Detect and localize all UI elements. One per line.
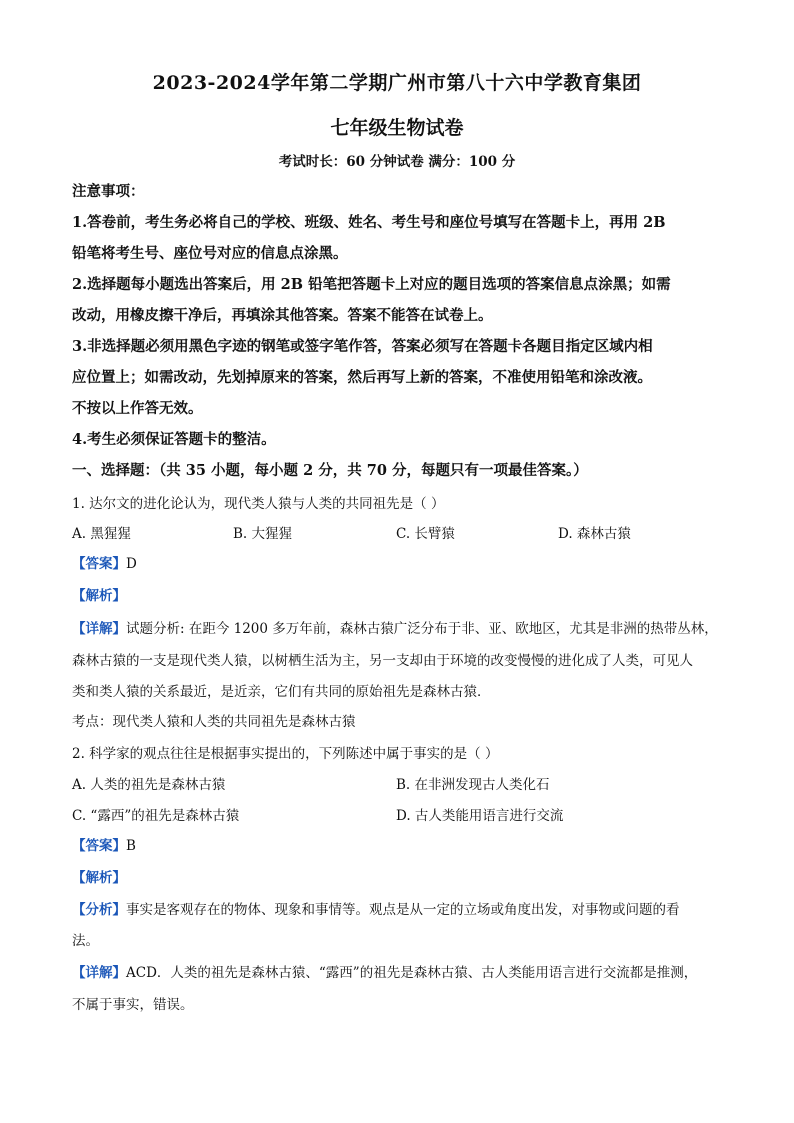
question-1-option-b: B. 大猩猩 [233,526,293,542]
exam-info: 考试时长：60 分钟试卷 满分：100 分 [278,154,516,170]
question-1-answer [72,553,732,575]
question-1-detail-line: 类和类人猿的关系最近，是近亲，它们有共同的原始祖先是森林古猿． [72,684,491,700]
notes-line: 铅笔将考生号、座位号对应的信息点涂黑。 [72,245,348,262]
question-1-option-d: D. 森林古猿 [558,526,631,542]
answer-value: D [126,556,137,572]
detail-text: 试题分析: 在距今 1200 多万年前，森林古猿广泛分布于非、亚、欧地区，尤其是非洲的热带丛林， [126,621,718,637]
notes-line: 改动，用橡皮擦干净后，再填涂其他答案。答案不能答在试卷上。 [72,307,493,324]
question-2-answer [72,835,732,857]
question-2-fenxi-line [72,899,732,921]
answer-value: B [126,838,136,854]
question-2-detail-line [72,962,732,984]
exam-title-line2: 七年级生物试卷 [330,117,464,139]
analysis-tag: 【解析】 [72,870,126,886]
notes-line: 4.考生必须保证答题卡的整洁。 [72,431,276,448]
analysis-tag: 【解析】 [72,588,126,604]
question-1-detail-line: 森林古猿的一支是现代类人猿，以树栖生活为主，另一支却由于环境的改变慢慢的进化成了人类，可见人 [72,653,693,669]
question-2-option-c: C. “露西”的祖先是森林古猿 [72,808,240,824]
fenxi-text: 事实是客观存在的物体、现象和事情等。观点是从一定的立场或角度出发，对事物或问题的看 [126,902,680,918]
notes-line: 2.选择题每小题选出答案后，用 2B 铅笔把答题卡上对应的题目选项的答案信息点涂黑；如需 [72,276,671,293]
question-2-option-a: A. 人类的祖先是森林古猿 [72,777,226,793]
notes-line: 应位置上；如需改动，先划掉原来的答案，然后再写上新的答案，不准使用铅笔和涂改液。 [72,369,652,386]
answer-tag: 【答案】 [72,556,126,572]
notes-line: 1.答卷前，考生务必将自己的学校、班级、姓名、考生号和座位号填写在答题卡上，再用 2B [72,214,666,231]
notes-heading: 注意事项： [72,183,145,200]
question-1-option-c: C. 长臂猿 [396,526,455,542]
question-2-fenxi-line: 法。 [72,933,99,949]
exam-title-line1: 2023-2024学年第二学期广州市第八十六中学教育集团 [152,72,642,94]
question-2-detail-line: 不属于事实，错误。 [72,997,194,1013]
question-2-option-b: B. 在非洲发现古人类化石 [396,777,550,793]
answer-tag: 【答案】 [72,838,126,854]
detail-tag: 【详解】 [72,965,126,981]
question-1-detail-line [72,618,732,640]
question-2-analysis [72,867,732,889]
section-heading: 一、选择题：（共 35 小题，每小题 2 分，共 70 分，每题只有一项最佳答案。） [72,462,588,479]
question-1-option-a: A. 黑猩猩 [72,526,131,542]
detail-tag: 【详解】 [72,621,126,637]
question-1-kaodian: 考点：现代类人猿和人类的共同祖先是森林古猿 [72,714,356,730]
question-2-stem: 2. 科学家的观点往往是根据事实提出的，下列陈述中属于事实的是（ ） [72,746,499,762]
notes-line: 3.非选择题必须用黑色字迹的钢笔或签字笔作答，答案必须写在答题卡各题目指定区域内相 [72,338,653,355]
notes-line: 不按以上作答无效。 [72,400,203,417]
question-2-option-d: D. 古人类能用语言进行交流 [396,808,564,824]
fenxi-tag: 【分析】 [72,902,126,918]
question-1-analysis [72,585,732,607]
detail-text: ACD．人类的祖先是森林古猿、“露西”的祖先是森林古猿、古人类能用语言进行交流都是推测， [126,965,698,981]
question-1-stem: 1. 达尔文的进化论认为，现代类人猿与人类的共同祖先是（ ） [72,496,445,512]
